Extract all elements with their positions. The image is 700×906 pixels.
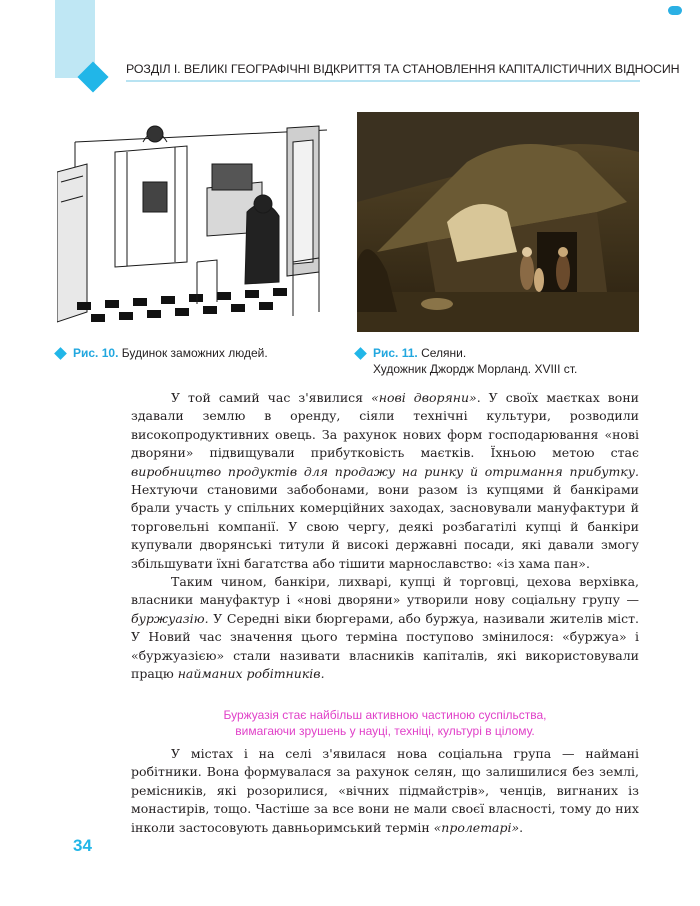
figure-10-caption <box>73 345 268 361</box>
figure-11-label: Рис. 11. <box>373 346 418 360</box>
highlight-line: вимагаючи зрушень у науці, техніці, культурі в цілому. <box>235 724 535 738</box>
paragraph: У той самий час з'явилися «нові дворяни». У своїх маєтках вони здавали землю в оренду, сіяли технічні культури, розводили високопродуктивних овець. За рахунок нових форм господарювання «нові дворяни» підвищували прибутковість маєтків. Їхньою метою стає виробництво продуктів для продажу на ринку й отримання прибутку. Нехтуючи становими забобонами, вони разом із купцями й банкірами брали участь у спільних комерційних заходах, засновували мануфактури й торговельні компанії. У свою чергу, деякі розбагатілі купці й банкіри купували дворянські титули й високі державні посади, які давали змогу збільшувати їхні багатства або тішити марнославство: «із хама пан». <box>131 390 639 571</box>
paragraph: Таким чином, банкіри, лихварі, купці й торговці, цехова верхівка, власники мануфактур і «нові дворяни» утворили нову соціальну групу — буржуазію. У Середні віки бюргерами, або буржуа, називали жителів міст. У Новий час значення цього терміна поступово змінилося: «буржуа» і «буржуазією» стали називати власників капіталів, які використовували працю найманих робітників. <box>131 574 639 682</box>
publisher-logo-icon <box>668 6 682 15</box>
highlight-line: Буржуазія стає найбільш активною частиною суспільства, <box>223 708 547 722</box>
figure-11-caption-text: Селяни. <box>421 346 467 360</box>
figure-10-label: Рис. 10. <box>73 346 119 360</box>
caption-bullet-icon <box>54 347 67 360</box>
section-title: РОЗДІЛ І. ВЕЛИКІ ГЕОГРАФІЧНІ ВІДКРИТТЯ ТА СТАНОВЛЕННЯ КАПІТАЛІСТИЧНИХ ВІДНОСИН <box>126 62 680 76</box>
figure-10-caption-text: Будинок заможних людей. <box>121 346 268 360</box>
page-number: 34 <box>73 836 92 855</box>
main-text <box>131 389 639 684</box>
highlight-statement <box>131 707 639 739</box>
caption-bullet-icon <box>354 347 367 360</box>
figure-11-caption-line2: Художник Джордж Морланд. XVIII ст. <box>373 362 578 376</box>
figure-11-caption <box>373 345 577 377</box>
figure-11-painting <box>357 112 639 332</box>
paragraph: У містах і на селі з'явилася нова соціальна група — наймані робітники. Вона формувалася за рахунок селян, що залишилися без землі, ремісників, які розорилися, «вічних підмайстрів», ченців, вигнаних із монастирів, тощо. Частіше за все вони не мали своєї власності, тому до них інколи застосовують давньоримський термін «пролетарі». <box>131 746 639 835</box>
main-text-continued <box>131 745 639 837</box>
figure-10-illustration <box>57 112 333 332</box>
header-rule <box>126 80 640 82</box>
